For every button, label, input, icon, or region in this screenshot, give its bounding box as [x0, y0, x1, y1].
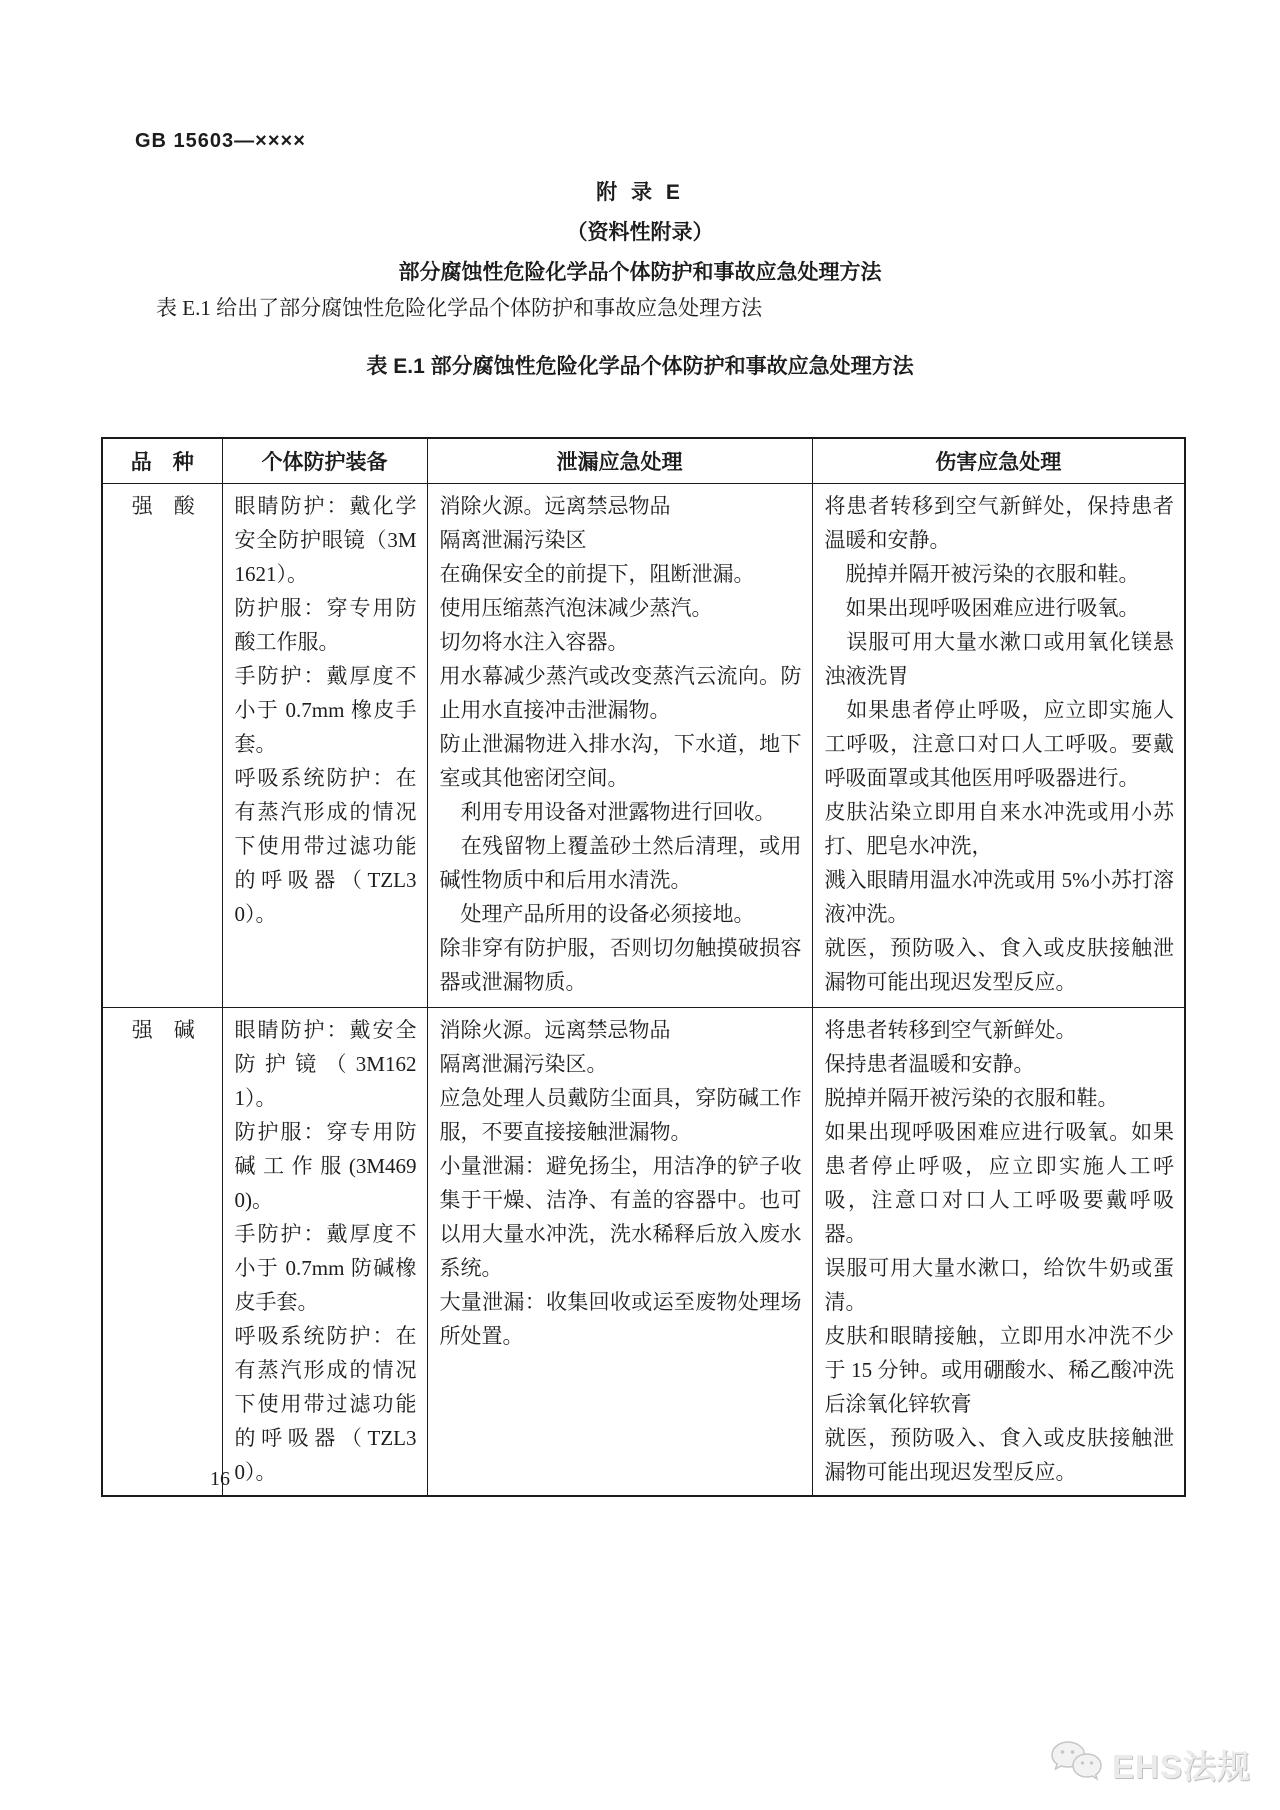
- cell-text-line: 使用压缩蒸汽泡沫减少蒸汽。: [439, 596, 713, 620]
- table-header-row: [102, 438, 1185, 484]
- cell-text-line: 在确保安全的前提下，阻断泄漏。: [439, 562, 755, 586]
- cell-text-line: 保持患者温暖和安静。: [824, 1052, 1035, 1076]
- cell-text-line: 应急处理人员戴防尘面具，穿防碱工作服，不要直接接触泄漏物。: [439, 1086, 802, 1144]
- cell-text-line: 就医，预防吸入、食入或皮肤接触泄漏物可能出现迟发型反应。: [824, 1426, 1174, 1484]
- wechat-bubbles-icon: [1048, 1738, 1106, 1791]
- cell-text-line: 脱掉并隔开被污染的衣服和鞋。: [824, 562, 1140, 586]
- cell-text-line: 皮肤沾染立即用自来水冲洗或用小苏打、肥皂水冲洗，: [824, 800, 1174, 858]
- cell-text-line: 呼吸系统防护：在有蒸汽形成的情况下使用带过滤功能的呼吸器（TZL30）。: [234, 766, 417, 926]
- cell-text-line: 皮肤和眼睛接触，立即用水冲洗不少于 15 分钟。或用硼酸水、稀乙酸冲洗后涂氧化锌软膏: [824, 1324, 1174, 1416]
- table-caption: 表 E.1 部分腐蚀性危险化学品个体防护和事故应急处理方法: [366, 355, 914, 378]
- cell-text-line: 将患者转移到空气新鲜处，保持患者温暖和安静。: [824, 494, 1174, 552]
- cell-text-line: 眼睛防护：戴化学安全防护眼镜（3M1621）。: [234, 494, 417, 586]
- cell-text-line: 用水幕减少蒸汽或改变蒸汽云流向。防止用水直接冲击泄漏物。: [439, 664, 802, 722]
- cell-text-line: 如果患者停止呼吸，应立即实施人工呼吸，注意口对口人工呼吸。要戴呼吸面罩或其他医用呼吸器进行。: [824, 698, 1174, 790]
- cell-text-line: 消除火源。远离禁忌物品: [439, 1018, 671, 1042]
- cell-text-line: 误服可用大量水漱口，给饮牛奶或蛋清。: [824, 1256, 1174, 1314]
- header-injury-response: 伤害应急处理: [812, 438, 1185, 484]
- cell-text-line: 手防护：戴厚度不小于 0.7mm 防碱橡皮手套。: [234, 1222, 417, 1314]
- leak-response-cell: [427, 484, 812, 1008]
- injury-response-cell: [812, 1008, 1185, 1497]
- appendix-heading: 部分腐蚀性危险化学品个体防护和事故应急处理方法: [398, 261, 882, 284]
- cell-text-line: 利用专用设备对泄露物进行回收。: [439, 800, 776, 824]
- cell-text-line: 将患者转移到空气新鲜处。: [824, 1018, 1077, 1042]
- page-number: 16: [210, 1468, 230, 1490]
- appendix-subtitle: （资料性附录）: [566, 221, 714, 244]
- cell-text-line: 手防护：戴厚度不小于 0.7mm 橡皮手套。: [234, 664, 417, 756]
- header-leak-response: 泄漏应急处理: [427, 438, 812, 484]
- cell-text-line: 就医，预防吸入、食入或皮肤接触泄漏物可能出现迟发型反应。: [824, 936, 1174, 994]
- protection-cell: [222, 484, 427, 1008]
- table-row-strong-acid: [102, 484, 1185, 1008]
- table-e1: [101, 437, 1186, 1497]
- cell-text-line: 隔离泄漏污染区: [439, 528, 587, 552]
- intro-paragraph: 表 E.1 给出了部分腐蚀性危险化学品个体防护和事故应急处理方法: [156, 296, 763, 320]
- cell-text-line: 在残留物上覆盖砂土然后清理，或用碱性物质中和后用水清洗。: [439, 834, 802, 892]
- cell-text-line: 呼吸系统防护：在有蒸汽形成的情况下使用带过滤功能的呼吸器（TZL30）。: [234, 1324, 417, 1484]
- appendix-title: 附 录 E: [596, 181, 684, 204]
- cell-text-line: 脱掉并隔开被污染的衣服和鞋。: [824, 1086, 1119, 1110]
- table-row-strong-alkali: [102, 1008, 1185, 1497]
- leak-response-cell: [427, 1008, 812, 1497]
- cell-text-line: 如果出现呼吸困难应进行吸氧。如果患者停止呼吸，应立即实施人工呼吸，注意口对口人工呼吸要戴呼吸器。: [824, 1120, 1174, 1246]
- document-number: GB 15603—××××: [135, 130, 306, 152]
- cell-text-line: 小量泄漏：避免扬尘，用洁净的铲子收集于干燥、洁净、有盖的容器中。也可以用大量水冲洗，洗水稀释后放入废水系统。: [439, 1154, 802, 1280]
- cell-text-line: 隔离泄漏污染区。: [439, 1052, 608, 1076]
- cell-text-line: 误服可用大量水漱口或用氧化镁悬浊液洗胃: [824, 630, 1174, 688]
- cell-text-line: 大量泄漏：收集回收或运至废物处理场所处置。: [439, 1290, 802, 1348]
- cell-text-line: 防护服：穿专用防碱工作服(3M4690)。: [234, 1120, 417, 1212]
- watermark: [1048, 1738, 1251, 1791]
- cell-text-line: 除非穿有防护服，否则切勿触摸破损容器或泄漏物质。: [439, 936, 802, 994]
- cell-text-line: 如果出现呼吸困难应进行吸氧。: [824, 596, 1140, 620]
- category-cell: 强 碱: [102, 1008, 222, 1497]
- header-protection: 个体防护装备: [222, 438, 427, 484]
- cell-text-line: 处理产品所用的设备必须接地。: [439, 902, 755, 926]
- category-cell: 强 酸: [102, 484, 222, 1008]
- cell-text-line: 溅入眼睛用温水冲洗或用 5%小苏打溶液冲洗。: [824, 868, 1174, 926]
- cell-text-line: 防护服：穿专用防酸工作服。: [234, 596, 417, 654]
- header-category: 品 种: [102, 438, 222, 484]
- cell-text-line: 眼睛防护：戴安全防护镜（3M1621）。: [234, 1018, 417, 1110]
- cell-text-line: 切勿将水注入容器。: [439, 630, 629, 654]
- cell-text-line: 消除火源。远离禁忌物品: [439, 494, 671, 518]
- watermark-label: EHS法规: [1112, 1748, 1251, 1785]
- cell-text-line: 防止泄漏物进入排水沟，下水道，地下室或其他密闭空间。: [439, 732, 802, 790]
- injury-response-cell: [812, 484, 1185, 1008]
- protection-cell: [222, 1008, 427, 1497]
